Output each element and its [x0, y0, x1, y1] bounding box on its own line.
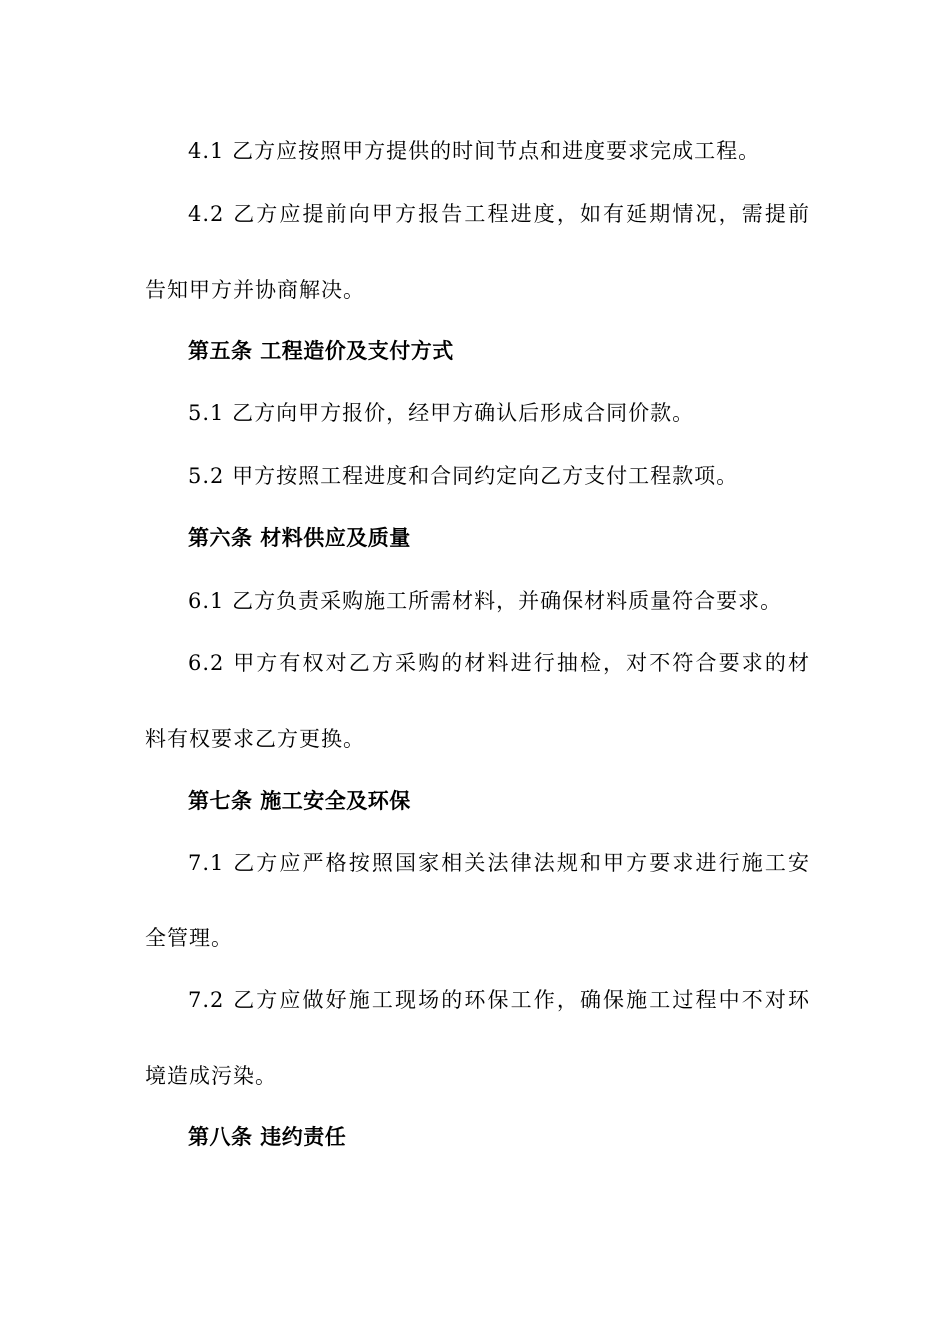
article-6-heading: 第六条 材料供应及质量: [188, 526, 411, 550]
article-5-heading: 第五条 工程造价及支付方式: [188, 339, 454, 363]
clause-5-1: 5.1 乙方向甲方报价，经甲方确认后形成合同价款。: [188, 401, 695, 425]
clause-6-2-line-1: 6.2 甲方有权对乙方采购的材料进行抽检，对不符合要求的材: [188, 651, 810, 675]
article-8-heading: 第八条 违约责任: [188, 1125, 347, 1149]
clause-7-1-line-2: 全管理。: [145, 926, 233, 950]
clause-7-2-line-1: 7.2 乙方应做好施工现场的环保工作，确保施工过程中不对环: [188, 988, 810, 1012]
clause-4-2-line-1: 4.2 乙方应提前向甲方报告工程进度，如有延期情况，需提前: [188, 202, 810, 226]
clause-6-1: 6.1 乙方负责采购施工所需材料，并确保材料质量符合要求。: [188, 589, 783, 613]
clause-6-2-line-2: 料有权要求乙方更换。: [145, 727, 365, 751]
clause-4-2-line-2: 告知甲方并协商解决。: [145, 278, 365, 302]
article-7-heading: 第七条 施工安全及环保: [188, 789, 411, 813]
clause-5-2: 5.2 甲方按照工程进度和合同约定向乙方支付工程款项。: [188, 464, 739, 488]
clause-4-1: 4.1 乙方应按照甲方提供的时间节点和进度要求完成工程。: [188, 139, 761, 163]
clause-7-2-line-2: 境造成污染。: [145, 1064, 277, 1088]
clause-7-1-line-1: 7.1 乙方应严格按照国家相关法律法规和甲方要求进行施工安: [188, 851, 810, 875]
